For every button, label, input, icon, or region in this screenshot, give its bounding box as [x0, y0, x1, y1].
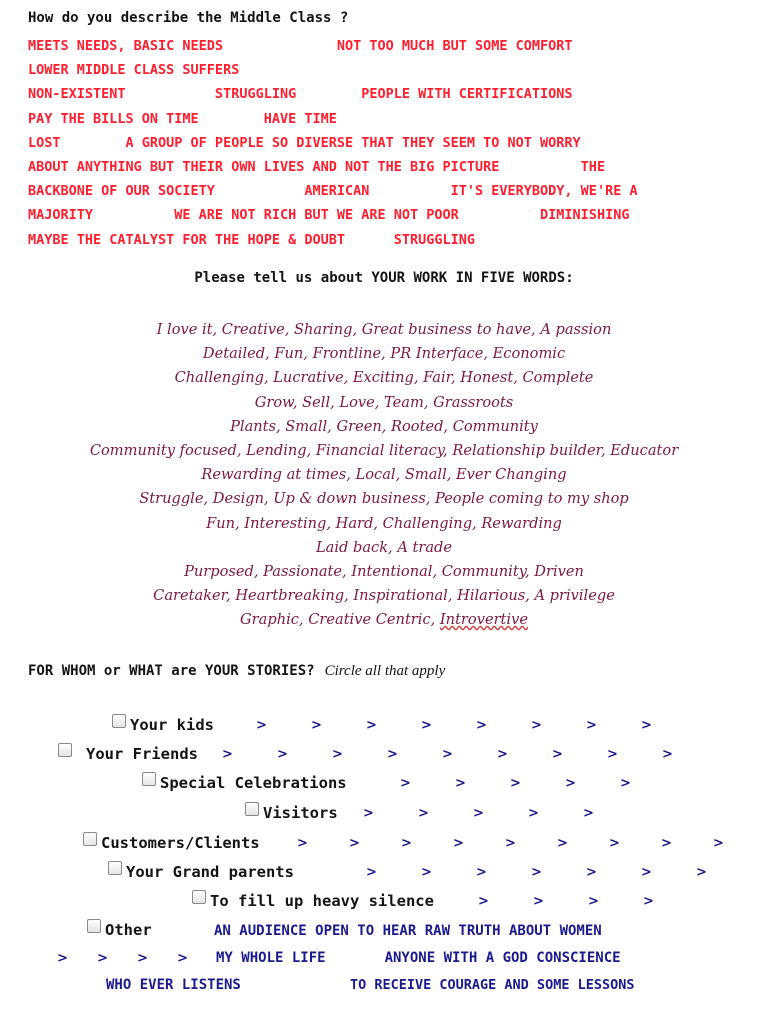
- option-other: [87, 918, 152, 942]
- arrow-glyph: >: [57, 950, 68, 966]
- option-label: Other: [105, 921, 152, 939]
- arrow-glyph: >: [366, 717, 377, 733]
- work-answers: [0, 318, 768, 632]
- option-special-celebrations: [142, 771, 675, 795]
- option-fill-silence: [192, 889, 698, 913]
- arrow-glyph: >: [478, 893, 489, 909]
- arrow-glyph: >: [696, 864, 707, 880]
- answer-line: MAJORITY WE ARE NOT RICH BUT WE ARE NOT POOR DIMINISHING: [28, 207, 630, 224]
- arrow-glyph: >: [473, 805, 484, 821]
- arrow-row: [478, 894, 698, 909]
- checkbox-your-kids[interactable]: [112, 714, 126, 728]
- stories-heading: [28, 660, 445, 680]
- arrow-glyph: >: [662, 746, 673, 762]
- arrow-glyph: >: [643, 893, 654, 909]
- checkbox-your-grand-parents[interactable]: [108, 861, 122, 875]
- arrow-glyph: >: [641, 717, 652, 733]
- answer-line: ABOUT ANYTHING BUT THEIR OWN LIVES AND NOT THE BIG PICTURE THE: [28, 158, 606, 175]
- arrow-glyph: >: [332, 746, 343, 762]
- other-answer-line: MY WHOLE LIFE ANYONE WITH A GOD CONSCIENCE: [216, 950, 621, 966]
- option-your-friends: [58, 742, 717, 766]
- checkbox-special-celebrations[interactable]: [142, 772, 156, 786]
- answer-line: LOWER MIDDLE CLASS SUFFERS: [28, 62, 240, 79]
- work-answer-line: Rewarding at times, Local, Small, Ever Changing: [201, 466, 567, 484]
- arrow-row: [57, 951, 217, 966]
- arrow-glyph: >: [620, 775, 631, 791]
- arrow-glyph: >: [453, 835, 464, 851]
- arrow-glyph: >: [528, 805, 539, 821]
- arrow-glyph: >: [476, 717, 487, 733]
- work-answer-line: Laid back, A trade: [315, 538, 453, 556]
- checkbox-other[interactable]: [87, 919, 101, 933]
- option-label: To fill up heavy silence: [210, 892, 434, 910]
- work-answer-line: Detailed, Fun, Frontline, PR Interface, Economic: [202, 345, 566, 363]
- arrow-row: [363, 806, 638, 821]
- work-answer-line: Caretaker, Heartbreaking, Inspirational, Hilarious, A privilege: [153, 587, 615, 605]
- arrow-glyph: >: [552, 746, 563, 762]
- arrow-glyph: >: [311, 717, 322, 733]
- arrow-glyph: >: [97, 950, 108, 966]
- arrow-glyph: >: [641, 864, 652, 880]
- other-answer-line: WHO EVER LISTENS: [106, 977, 241, 993]
- arrow-glyph: >: [418, 805, 429, 821]
- option-label: Your Friends: [86, 745, 198, 763]
- work-question: Please tell us about YOUR WORK IN FIVE WORDS:: [194, 270, 574, 286]
- work-answer-line: Grow, Sell, Love, Team, Grassroots: [254, 393, 514, 411]
- arrow-glyph: >: [455, 775, 466, 791]
- arrow-glyph: >: [401, 835, 412, 851]
- work-answer-line: Challenging, Lucrative, Exciting, Fair, Honest, Complete: [174, 369, 594, 387]
- arrow-glyph: >: [297, 835, 308, 851]
- work-answer-line: Plants, Small, Green, Rooted, Community: [230, 417, 538, 435]
- option-customers-clients: [83, 831, 765, 855]
- arrow-glyph: >: [583, 805, 594, 821]
- arrow-glyph: >: [421, 717, 432, 733]
- answer-line: MAYBE THE CATALYST FOR THE HOPE & DOUBT STRUGGLING: [28, 231, 476, 248]
- arrow-glyph: >: [609, 835, 620, 851]
- checkbox-fill-silence[interactable]: [192, 890, 206, 904]
- arrow-glyph: >: [277, 746, 288, 762]
- work-answer-line: [0, 608, 768, 632]
- arrow-glyph: >: [531, 717, 542, 733]
- arrow-glyph: >: [588, 893, 599, 909]
- arrow-glyph: >: [421, 864, 432, 880]
- option-label: Customers/Clients: [101, 834, 260, 852]
- answer-line: BACKBONE OF OUR SOCIETY AMERICAN IT'S EVERYBODY, WE'RE A: [28, 183, 638, 200]
- arrow-glyph: >: [557, 835, 568, 851]
- work-answer-line: I love it, Creative, Sharing, Great business to have, A passion: [156, 321, 612, 338]
- arrow-glyph: >: [137, 950, 148, 966]
- arrow-glyph: >: [366, 864, 377, 880]
- arrow-row: [297, 836, 765, 851]
- arrow-glyph: >: [510, 775, 521, 791]
- stories-note: Circle all that apply: [324, 663, 446, 679]
- arrow-glyph: >: [177, 950, 188, 966]
- option-visitors: [245, 801, 638, 825]
- middle-class-answers: [28, 34, 748, 252]
- arrow-glyph: >: [363, 805, 374, 821]
- other-answer-line: AN AUDIENCE OPEN TO HEAR RAW TRUTH ABOUT WOMEN: [214, 923, 602, 939]
- arrow-glyph: >: [442, 746, 453, 762]
- arrow-glyph: >: [400, 775, 411, 791]
- arrow-glyph: >: [533, 893, 544, 909]
- checkbox-customers-clients[interactable]: [83, 832, 97, 846]
- arrow-row: [256, 718, 696, 733]
- answer-line: LOST A GROUP OF PEOPLE SO DIVERSE THAT THEY SEEM TO NOT WORRY: [28, 134, 581, 151]
- arrow-glyph: >: [497, 746, 508, 762]
- spellcheck-word: Introvertive: [439, 611, 528, 629]
- answer-line: MEETS NEEDS, BASIC NEEDS NOT TOO MUCH BUT SOME COMFORT: [28, 38, 573, 54]
- option-label: Your Grand parents: [126, 863, 294, 881]
- arrow-glyph: >: [531, 864, 542, 880]
- checkbox-visitors[interactable]: [245, 802, 259, 816]
- arrow-row: [366, 865, 751, 880]
- arrow-glyph: >: [387, 746, 398, 762]
- arrow-glyph: >: [586, 717, 597, 733]
- arrow-glyph: >: [713, 835, 724, 851]
- arrow-row: [400, 776, 675, 791]
- work-answer-line: Purposed, Passionate, Intentional, Community, Driven: [184, 562, 584, 580]
- work-answer-line: Struggle, Design, Up & down business, People coming to my shop: [139, 490, 629, 508]
- arrow-row: [222, 747, 717, 762]
- arrow-glyph: >: [349, 835, 360, 851]
- arrow-glyph: >: [565, 775, 576, 791]
- arrow-glyph: >: [661, 835, 672, 851]
- answer-line: PAY THE BILLS ON TIME HAVE TIME: [28, 110, 337, 127]
- middle-class-question: How do you describe the Middle Class ?: [28, 10, 349, 26]
- option-label: Visitors: [263, 804, 338, 822]
- option-your-grand-parents: [108, 860, 751, 884]
- work-answer-line: Fun, Interesting, Hard, Challenging, Rewarding: [206, 514, 562, 532]
- option-label: Your kids: [130, 716, 214, 734]
- other-answer-line: TO RECEIVE COURAGE AND SOME LESSONS: [350, 977, 635, 993]
- arrow-glyph: >: [476, 864, 487, 880]
- arrow-glyph: >: [256, 717, 267, 733]
- option-your-kids: [112, 713, 696, 737]
- other-arrow-row: [57, 946, 217, 970]
- work-answer-text: Graphic, Creative Centric,: [240, 611, 440, 629]
- arrow-glyph: >: [607, 746, 618, 762]
- checkbox-your-friends[interactable]: [58, 743, 72, 757]
- arrow-glyph: >: [505, 835, 516, 851]
- answer-line: NON-EXISTENT STRUGGLING PEOPLE WITH CERTIFICATIONS: [28, 86, 573, 103]
- work-answer-line: Community focused, Lending, Financial literacy, Relationship builder, Educator: [89, 441, 679, 459]
- stories-question: FOR WHOM or WHAT are YOUR STORIES?: [28, 663, 315, 679]
- arrow-glyph: >: [586, 864, 597, 880]
- option-label: Special Celebrations: [160, 774, 347, 792]
- arrow-glyph: >: [222, 746, 233, 762]
